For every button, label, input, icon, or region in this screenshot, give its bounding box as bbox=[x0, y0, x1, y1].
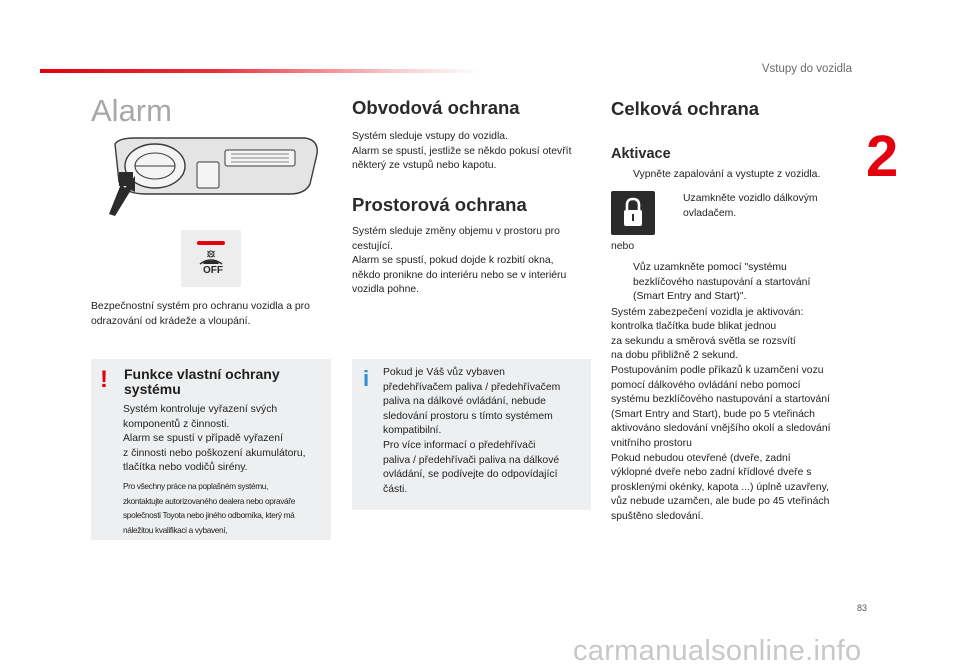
total-body-line-14: vůz nebude uzamčen, ale bude po 45 vteřinách bbox=[611, 496, 830, 508]
warning-small-line-3: společnosti Toyota nebo jiného odborníka, který má bbox=[123, 510, 295, 521]
alarm-intro-line-1: Bezpečnostní systém pro ochranu vozidla a pro bbox=[91, 301, 310, 312]
info-line-5: kompatibilní. bbox=[383, 425, 442, 437]
total-body-line-3: za sekundu a směrová světla se rozsvítí bbox=[611, 335, 796, 347]
total-body-line-7: systému bezklíčového nastupování a startování bbox=[611, 394, 830, 406]
total-body-line-4: na dobu přibližně 2 sekund. bbox=[611, 350, 739, 362]
perimeter-line-1: Systém sleduje vstupy do vozidla. bbox=[352, 131, 508, 142]
total-body-line-12: výklopné dveře nebo zadní křídlové dveře s bbox=[611, 467, 812, 479]
warning-body-line-2: komponentů z činnosti. bbox=[123, 418, 230, 430]
header-accent-bar bbox=[40, 69, 480, 73]
volumetric-line-3: Alarm se spustí, pokud dojde k rozbití okna, bbox=[352, 255, 554, 267]
warning-body-line-1: Systém kontroluje vyřazení svých bbox=[123, 404, 278, 415]
info-line-2: předehřívačem paliva / předehřívačem bbox=[383, 381, 561, 393]
info-line-8: ovládání, se podívejte do odpovídající bbox=[383, 469, 558, 481]
alarm-off-button-illustration bbox=[181, 230, 241, 287]
step-smart-entry-line-2: bezklíčového nastupování a startování bbox=[633, 276, 811, 288]
total-body-line-11: Pokud nebudou otevřené (dveře, zadní bbox=[611, 452, 791, 464]
dashboard-illustration bbox=[105, 132, 325, 217]
warning-title-line-2: systému bbox=[124, 381, 181, 397]
volumetric-line-1: Systém sleduje změny objemu v prostoru pro bbox=[352, 226, 560, 237]
volumetric-title: Prostorová ochrana bbox=[352, 194, 527, 215]
step-switch-off-text: Vypněte zapalování a vystupte z vozidla. bbox=[633, 169, 821, 180]
total-body-line-15: spuštěno sledování. bbox=[611, 510, 704, 522]
step-remote-lock-line-1: Uzamkněte vozidlo dálkovým bbox=[683, 193, 818, 204]
step-smart-entry-line-1: Vůz uzamkněte pomocí "systému bbox=[633, 262, 787, 273]
warning-body-line-5: tlačítka nebo vodičů sirény. bbox=[123, 462, 248, 474]
perimeter-line-2: Alarm se spustí, jestliže se někdo pokusí otevřít bbox=[352, 145, 572, 157]
warning-title-line-1: Funkce vlastní ochrany bbox=[124, 366, 280, 382]
alarm-intro-line-2: odrazování od krádeže a vloupání. bbox=[91, 315, 251, 327]
warning-body-line-4: z činnosti nebo poškození akumulátoru, bbox=[123, 447, 306, 459]
info-line-7: paliva / předehřívači paliva na dálkové bbox=[383, 454, 560, 466]
warning-small-line-2: zkontaktujte autorizovaného dealera nebo opraváře bbox=[123, 495, 295, 506]
warning-body-line-3: Alarm se spustí v případě vyřazení bbox=[123, 433, 283, 445]
total-protection-title: Celková ochrana bbox=[611, 98, 760, 119]
total-body-line-13: prosklenými okénky, kapota ...) úplně uzavřeny, bbox=[611, 481, 829, 493]
volumetric-line-2: cestující. bbox=[352, 240, 393, 252]
warning-small-line-4: náležitou kvalifikaci a vybavení, bbox=[123, 524, 228, 535]
info-line-9: části. bbox=[383, 483, 408, 495]
activation-title: Aktivace bbox=[611, 146, 671, 162]
step-smart-entry-line-3: (Smart Entry and Start)". bbox=[633, 291, 747, 303]
page-title: Alarm bbox=[91, 93, 172, 128]
section-title: Vstupy do vozidla bbox=[761, 63, 852, 75]
total-body-line-2: kontrolka tlačítka bude blikat jednou bbox=[611, 321, 777, 333]
page-number: 83 bbox=[857, 603, 868, 613]
total-body-line-5: Postupováním podle příkazů k uzamčení vozu bbox=[611, 364, 824, 376]
info-line-6: Pro více informací o předehřívači bbox=[383, 440, 536, 451]
or-text: nebo bbox=[611, 241, 635, 252]
total-body-line-10: vnitřního prostoru bbox=[611, 437, 692, 449]
step-switch-off bbox=[614, 168, 854, 183]
perimeter-line-3: některý ze vstupů nebo kapotu. bbox=[352, 160, 497, 172]
info-icon: i bbox=[363, 366, 370, 391]
alarm-button-icon bbox=[181, 230, 241, 287]
warning-icon: ! bbox=[100, 366, 108, 393]
watermark: carmanualsonline.info bbox=[573, 635, 862, 667]
total-body-line-8: (Smart Entry and Start), bude po 5 vteřinách bbox=[611, 408, 815, 420]
volumetric-line-5: vozidla pohne. bbox=[352, 284, 420, 296]
step-remote-lock bbox=[666, 192, 846, 222]
info-line-1: Pokud je Váš vůz vybaven bbox=[383, 367, 505, 378]
total-body-line-9: aktivováno sledování vnějšího okolí a sledování bbox=[611, 423, 831, 435]
info-line-3: paliva na dálkové ovládání, nebude bbox=[383, 396, 546, 408]
warning-small-line-1: Pro všechny práce na poplašném systému, bbox=[123, 481, 268, 491]
volumetric-line-4: někdo pronikne do interiéru nebo se v interiéru bbox=[352, 269, 567, 281]
info-line-4: sledování prostoru s tímto systémem bbox=[383, 410, 553, 422]
total-body-line-6: pomocí dálkového ovládání nebo pomocí bbox=[611, 379, 801, 391]
lock-key-icon bbox=[611, 191, 655, 235]
step-remote-lock-line-2: ovladačem. bbox=[683, 207, 737, 219]
step-smart-entry bbox=[614, 261, 854, 305]
chapter-number: 2 bbox=[866, 124, 899, 189]
perimeter-title: Obvodová ochrana bbox=[352, 97, 520, 118]
total-body-line-1: Systém zabezpečení vozidla je aktivován: bbox=[611, 306, 804, 318]
alarm-button-label: OFF bbox=[203, 265, 223, 276]
